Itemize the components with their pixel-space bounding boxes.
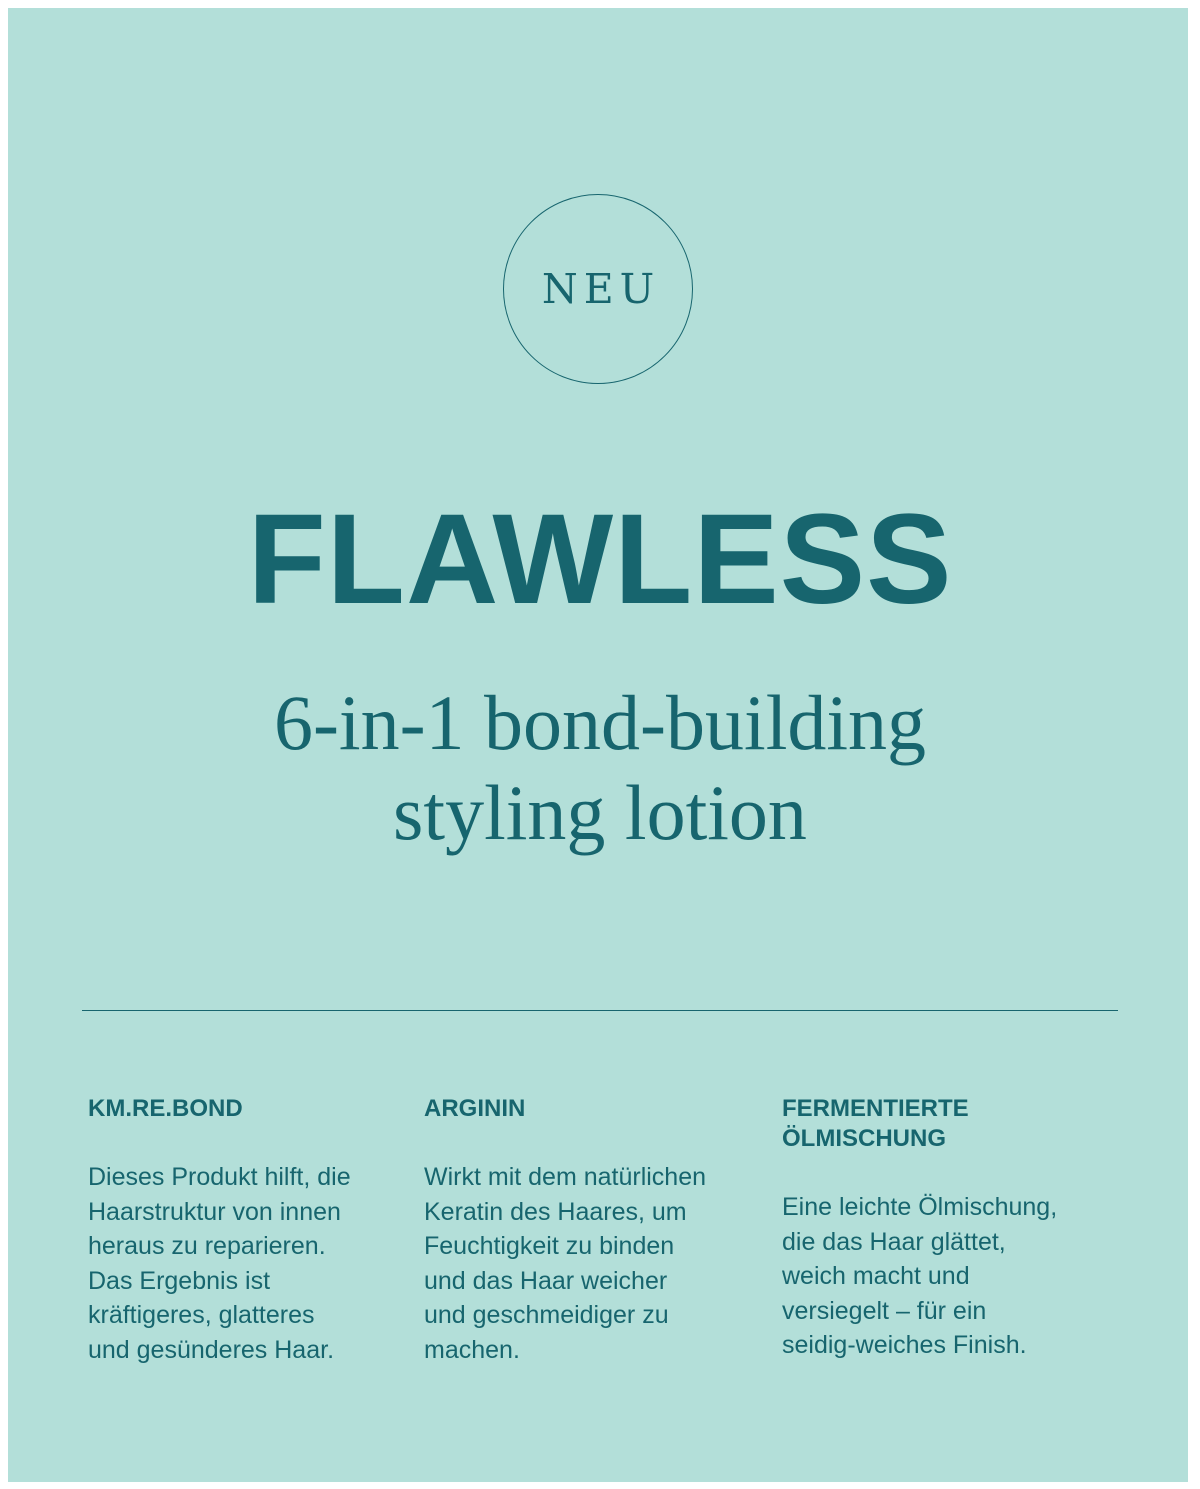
ingredient-heading: FERMENTIERTE ÖLMISCHUNG <box>782 1095 969 1152</box>
new-badge-label: NEU <box>541 264 661 313</box>
ingredient-heading: KM.RE.BOND <box>88 1095 243 1122</box>
ingredient-column-arginin <box>424 1094 764 1367</box>
ingredient-heading: ARGININ <box>424 1095 526 1122</box>
ingredient-description: Wirkt mit dem natürlichen Keratin des Haares, um Feuchtigkeit zu binden und das Haar weicher und geschmeidiger zu machen. <box>424 1163 707 1364</box>
ingredient-column-kmrebond <box>88 1094 398 1367</box>
product-label-panel <box>8 8 1188 1482</box>
ingredient-description: Eine leichte Ölmischung, die das Haar glättet, weich macht und versiegelt – für ein seidig-weiches Finish. <box>782 1193 1058 1359</box>
new-badge <box>503 194 693 384</box>
ingredient-description: Dieses Produkt hilft, die Haarstruktur von innen heraus zu reparieren. Das Ergebnis ist kräftigeres, glatteres und gesünderes Haar. <box>88 1163 351 1364</box>
ingredient-column-oil-blend <box>782 1094 1122 1363</box>
tagline-line-1: 6-in-1 bond-building <box>273 679 927 766</box>
tagline-line-2: styling lotion <box>393 769 807 856</box>
section-divider <box>82 1010 1118 1011</box>
product-name: FLAWLESS <box>247 488 953 631</box>
product-tagline <box>8 678 1192 858</box>
